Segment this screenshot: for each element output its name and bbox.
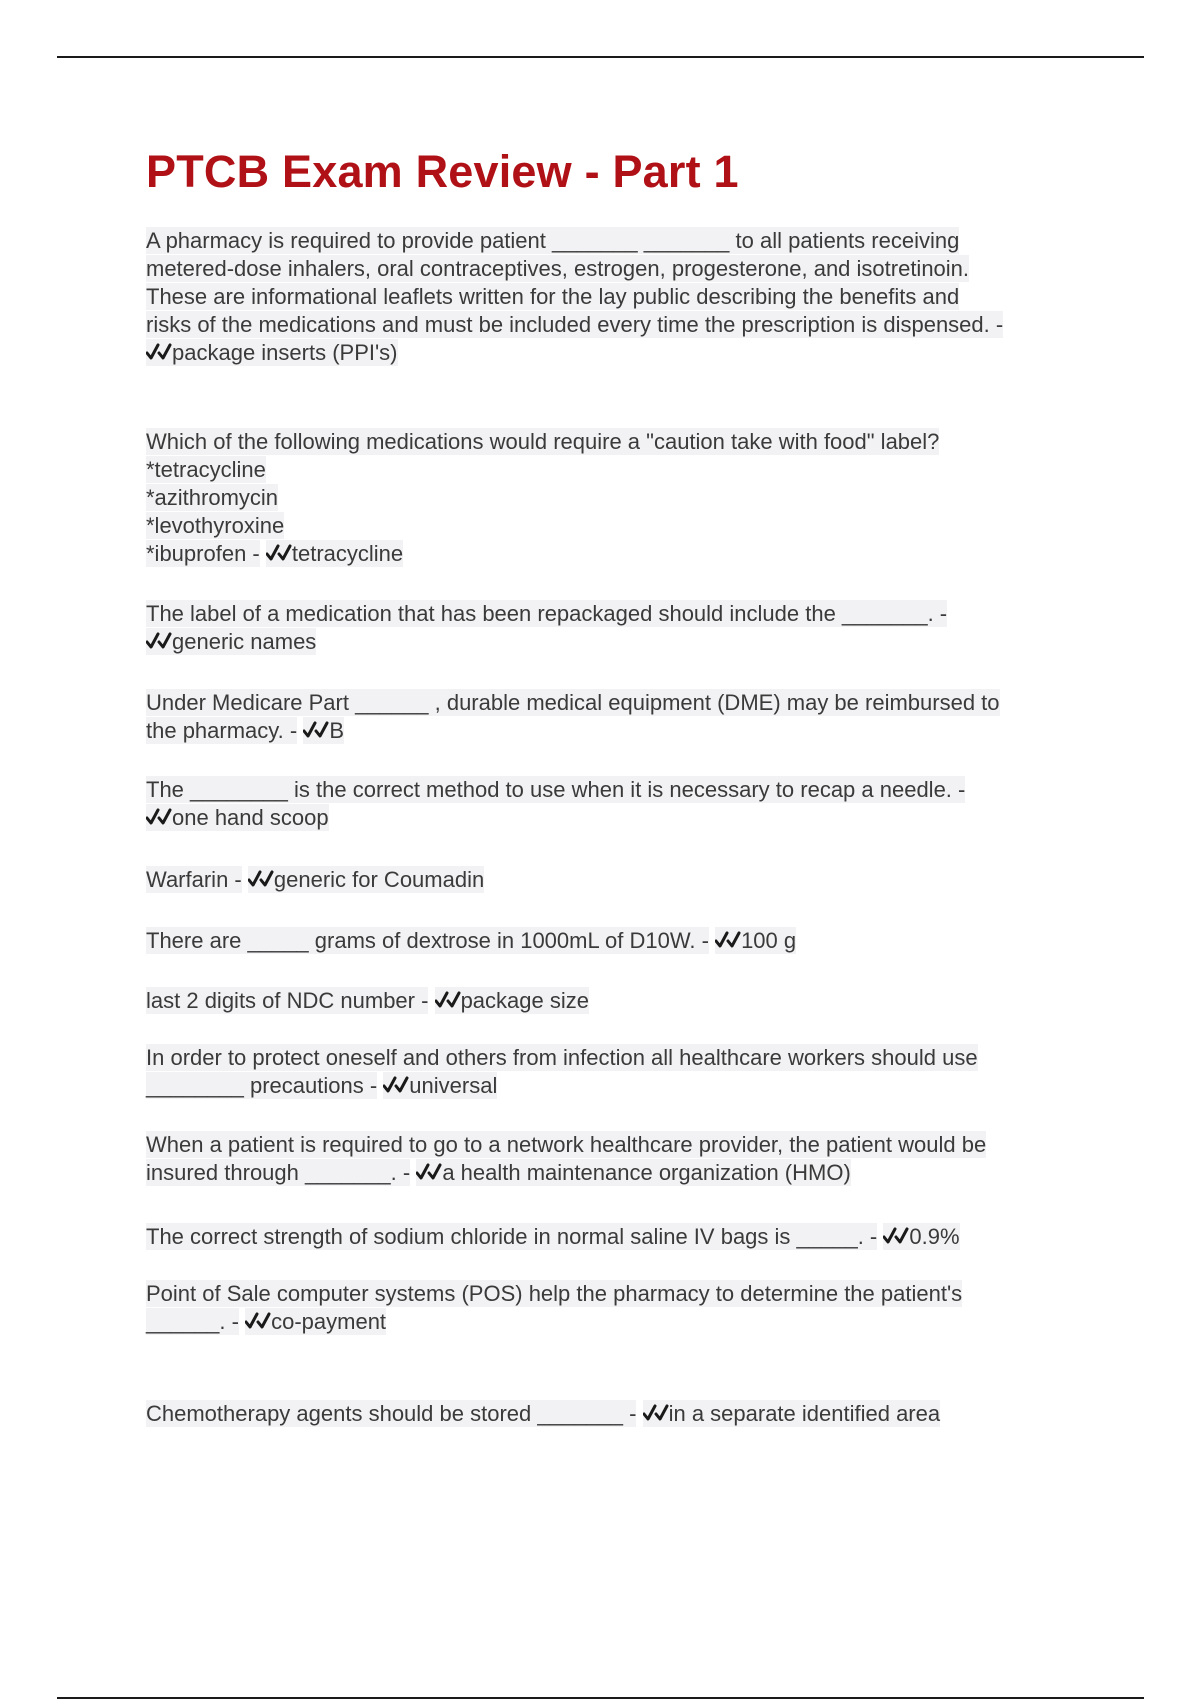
answer-text: co-payment: [271, 1309, 387, 1334]
footer-rule: [57, 1697, 1144, 1699]
page-title: PTCB Exam Review - Part 1: [146, 146, 739, 197]
answer-line: [146, 804, 329, 831]
answer-text: package inserts (PPI's): [172, 340, 398, 365]
question-text: Which of the following medications would require a "caution take with food" label? *tetracycline *azithromycin *levothyroxine *ibuprofen -: [146, 429, 940, 566]
question-text: There are _____ grams of dextrose in 1000mL of D10W. -: [146, 928, 709, 953]
answer-text: 100 g: [741, 928, 797, 953]
qa-item: [146, 776, 1106, 832]
qa-item: [146, 1223, 1106, 1251]
answer-text: B: [329, 718, 345, 743]
qa-item: [146, 866, 1106, 894]
qa-item: [146, 927, 1106, 955]
double-check-icon: [883, 1224, 909, 1248]
double-check-icon: [146, 805, 172, 829]
answer-text: a health maintenance organization (HMO): [442, 1160, 851, 1185]
question-text: The label of a medication that has been repackaged should include the _______. -: [146, 601, 948, 626]
answer-line: [146, 628, 316, 655]
answer-line: [146, 339, 398, 366]
question-text: last 2 digits of NDC number -: [146, 988, 429, 1013]
question-text: In order to protect oneself and others from infection all healthcare workers should use ________ precautions -: [146, 1045, 978, 1098]
question-text: A pharmacy is required to provide patient _______ _______ to all patients receiving metered-dose inhalers, oral contraceptives, estrogen, progesterone, and isotretinoin. These are informational leaflets written for the lay public describing the benefits and risks of the medications and must be included every time the prescription is dispensed. -: [146, 228, 1004, 337]
answer-line: [383, 1072, 497, 1099]
double-check-icon: [245, 1309, 271, 1333]
qa-item: [146, 987, 1106, 1015]
double-check-icon: [643, 1401, 669, 1425]
qa-item: [146, 227, 1106, 367]
answer-text: package size: [460, 988, 589, 1013]
answer-line: [248, 866, 484, 893]
qa-item: [146, 1280, 1106, 1336]
answer-line: [245, 1308, 386, 1335]
double-check-icon: [435, 988, 461, 1012]
question-text: The ________ is the correct method to use when it is necessary to recap a needle. -: [146, 777, 966, 802]
question-text: Point of Sale computer systems (POS) help the pharmacy to determine the patient's ______. -: [146, 1281, 963, 1334]
answer-line: [883, 1223, 959, 1250]
qa-item: [146, 1044, 1106, 1100]
answer-line: [643, 1400, 941, 1427]
answer-text: universal: [409, 1073, 498, 1098]
answer-text: 0.9%: [909, 1224, 960, 1249]
header-rule: [57, 56, 1144, 58]
qa-item: [146, 1400, 1106, 1428]
answer-line: [266, 540, 403, 567]
qa-item: [146, 689, 1106, 745]
qa-item: [146, 1131, 1106, 1187]
question-text: The correct strength of sodium chloride in normal saline IV bags is _____. -: [146, 1224, 878, 1249]
qa-item: [146, 600, 1106, 656]
double-check-icon: [715, 928, 741, 952]
question-text: Under Medicare Part ______ , durable medical equipment (DME) may be reimbursed to the pharmacy. -: [146, 690, 1000, 743]
answer-line: [416, 1159, 850, 1186]
question-text: Chemotherapy agents should be stored _______ -: [146, 1401, 637, 1426]
question-text: When a patient is required to go to a network healthcare provider, the patient would be insured through _______. -: [146, 1132, 987, 1185]
double-check-icon: [303, 718, 329, 742]
answer-line: [435, 987, 589, 1014]
question-text: Warfarin -: [146, 867, 242, 892]
answer-line: [303, 717, 344, 744]
double-check-icon: [383, 1073, 409, 1097]
double-check-icon: [146, 629, 172, 653]
answer-text: generic for Coumadin: [273, 867, 485, 892]
double-check-icon: [146, 340, 172, 364]
answer-line: [715, 927, 796, 954]
answer-text: tetracycline: [291, 541, 404, 566]
double-check-icon: [266, 541, 292, 565]
answer-text: in a separate identified area: [668, 1401, 941, 1426]
answer-text: one hand scoop: [172, 805, 329, 830]
double-check-icon: [416, 1160, 442, 1184]
answer-text: generic names: [172, 629, 317, 654]
double-check-icon: [248, 867, 274, 891]
qa-item: [146, 428, 1106, 568]
